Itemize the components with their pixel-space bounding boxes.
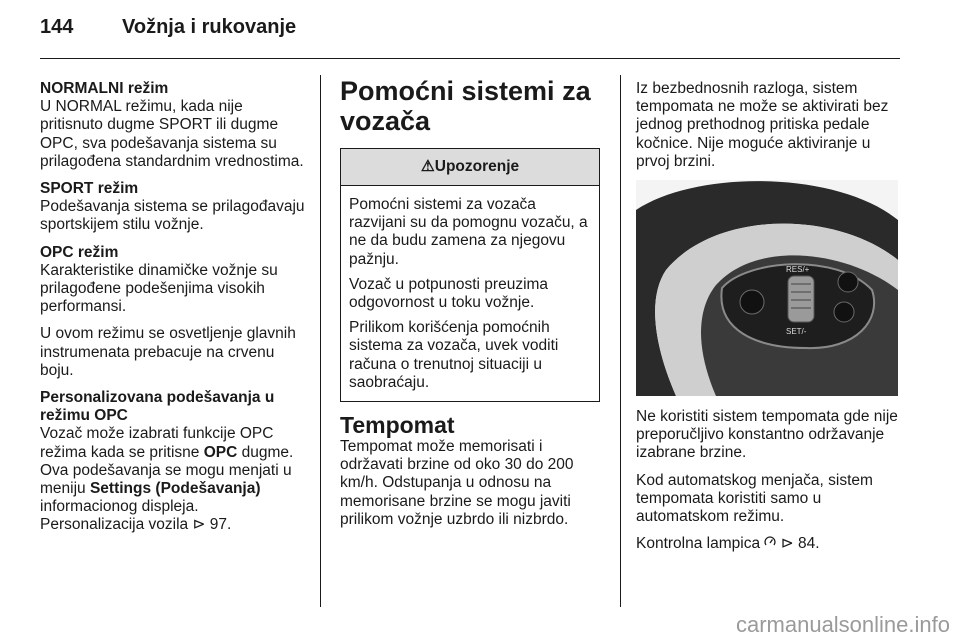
warning-box bbox=[340, 148, 600, 402]
watermark: carmanualsonline.info bbox=[735, 612, 950, 637]
tempomat-heading: Tempomat bbox=[340, 412, 455, 439]
settings-menu-label: Settings (Podešavanja) bbox=[89, 480, 261, 498]
page-number: 144 bbox=[40, 16, 74, 38]
column-divider-left bbox=[320, 75, 321, 607]
personal-text-a: Vozač može izabrati funkcije OPC režima kada se pritisne bbox=[40, 425, 274, 461]
warning-icon: ⚠ bbox=[420, 158, 435, 175]
page-title: Vožnja i rukovanje bbox=[122, 16, 297, 38]
normal-mode-heading: NORMALNI režim bbox=[40, 80, 169, 97]
opc-mode-heading: OPC režim bbox=[40, 243, 119, 261]
steering-wheel-figure bbox=[636, 180, 898, 396]
normal-mode-text: U NORMAL režimu, kada nije pritisnuto dugme SPORT ili dugme OPC, sva podešavanja sistema su prilagođena standardnim vrednostima. bbox=[40, 98, 304, 170]
personal-text-d: Personalizacija vozila bbox=[40, 516, 193, 534]
steering-wheel-illustration bbox=[636, 180, 898, 396]
usage-paragraph: Ne koristiti sistem tempomata gde nije preporučljivo konstantno održavanje izabrane brzine. bbox=[636, 408, 898, 462]
warning-paragraph-3: Prilikom korišćenja pomoćnih sistema za vozača, uvek voditi računa o trenutnoj situaciji u saobraćaju. bbox=[349, 319, 559, 391]
personal-settings-heading: Personalizovana podešavanja u režimu OPC bbox=[40, 389, 275, 425]
cruise-lamp-icon bbox=[764, 535, 776, 553]
page-reference-icon-2: ⊳ bbox=[780, 535, 794, 553]
res-label: RES/+ bbox=[786, 265, 810, 275]
automatic-paragraph: Kod automatskog menjača, sistem tempomata koristiti samo u automatskom režimu. bbox=[636, 471, 873, 526]
warning-title: Upozorenje bbox=[434, 158, 520, 175]
personal-text-c: informacionog displeja. bbox=[40, 498, 199, 516]
sport-mode-text: Podešavanja sistema se prilagođavaju sportskijem stilu vožnje. bbox=[40, 198, 305, 234]
page-reference-number: 97. bbox=[205, 516, 232, 534]
warning-paragraph-1: Pomoćni sistemi za vozača razvijani su da pomognu vozaču, a ne da budu zamena za njegovu pažnju. bbox=[349, 196, 588, 268]
column-divider-right bbox=[620, 75, 621, 607]
set-label: SET/- bbox=[786, 327, 807, 337]
lamp-page-number: 84. bbox=[793, 535, 820, 553]
tempomat-text: Tempomat može memorisati i održavati brzine od oko 30 do 200 km/h. Odstupanja u odnosu na memorisane brzine se mogu javiti prilikom vožnje uzbrdo ili nizbrdo. bbox=[340, 438, 574, 528]
column-3 bbox=[636, 80, 904, 562]
opc-mode-text: Karakteristike dinamičke vožnje su prilagođene podešenjima visokih performansi. bbox=[40, 261, 278, 316]
opc-lighting-text: U ovom režimu se osvetljenje glavnih instrumenata prebacuje na crvenu boju. bbox=[40, 325, 296, 379]
header-rule bbox=[40, 58, 900, 59]
warning-header bbox=[341, 149, 599, 186]
control-lamp-text: Kontrolna lampica bbox=[636, 535, 765, 553]
personal-text-b: dugme. Ova podešavanja se mogu menjati u meniju bbox=[40, 443, 294, 498]
safety-paragraph: Iz bezbednosnih razloga, sistem tempomata ne može se aktivirati bez jednog prethodnog pritiska pedale kočnice. Nije moguće aktiviranje u prvoj brzini. bbox=[636, 80, 889, 170]
warning-paragraph-2: Vozač u potpunosti preuzima odgovornost u toku vožnje. bbox=[349, 275, 549, 312]
column-1 bbox=[40, 80, 308, 544]
column-2 bbox=[340, 76, 602, 538]
opc-button-label: OPC bbox=[203, 443, 238, 461]
warning-body bbox=[341, 186, 599, 401]
section-heading: Pomoćni sistemi za vozača bbox=[340, 76, 591, 136]
sport-mode-heading: SPORT režim bbox=[40, 180, 139, 198]
page-reference-icon: ⊳ bbox=[192, 516, 206, 534]
